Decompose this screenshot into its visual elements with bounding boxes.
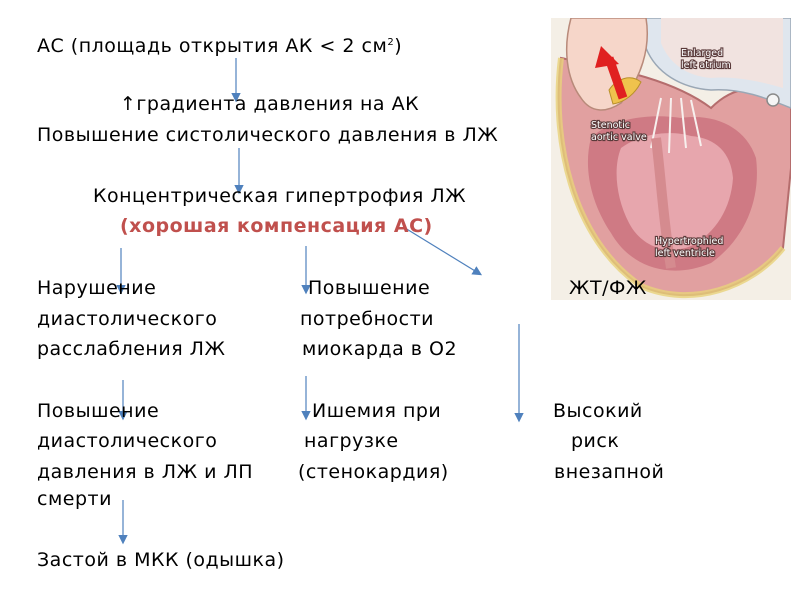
label-valve-1: Stenotic xyxy=(591,120,631,131)
label-valve-2: aortic valve xyxy=(591,132,647,143)
stenosis-definition-end: ) xyxy=(394,35,403,57)
right-col-line-1: ЖТ/ФЖ xyxy=(569,277,647,299)
left-col-line-1: Нарушение xyxy=(37,277,157,299)
stenosis-definition-text: АС (площадь открытия АК < 2 см xyxy=(37,35,388,57)
stenosis-superscript: 2 xyxy=(387,37,395,48)
left-col-line-4: Повышение xyxy=(37,400,160,422)
mid-col-line-5: нагрузке xyxy=(304,430,399,452)
label-ventricle-1: Hypertrophied xyxy=(655,236,724,247)
mid-col-line-1: Повышение xyxy=(308,277,431,299)
systolic-pressure: Повышение систолического давления в ЛЖ xyxy=(37,124,499,146)
concentric-hypertrophy: Концентрическая гипертрофия ЛЖ xyxy=(93,185,467,207)
right-col-line-2: Высокий xyxy=(553,400,643,422)
left-col-line-5: диастолического xyxy=(37,430,218,452)
mid-col-line-3: миокарда в О2 xyxy=(302,338,458,360)
stenosis-definition xyxy=(37,32,402,57)
left-col-line-3: расслабления ЛЖ xyxy=(37,338,226,360)
label-atrium-2: left atrium xyxy=(681,60,731,71)
good-compensation: (хорошая компенсация АС) xyxy=(120,215,433,237)
left-col-line-2: диастолического xyxy=(37,308,218,330)
label-ventricle-2: left ventricle xyxy=(655,248,715,259)
left-col-line-6: давления в ЛЖ и ЛП xyxy=(37,461,254,483)
mid-col-line-2: потребности xyxy=(300,308,434,330)
heart-illustration xyxy=(551,18,791,300)
mid-col-line-6: (стенокардия) xyxy=(298,461,449,483)
left-col-line-7: смерти xyxy=(37,488,112,510)
mid-col-line-4: Ишемия при xyxy=(312,400,442,422)
right-col-line-3: риск xyxy=(571,430,620,452)
label-atrium-1: Enlarged xyxy=(681,48,724,59)
left-col-line-8: Застой в МКК (одышка) xyxy=(37,549,285,571)
gradient-increase: ↑градиента давления на АК xyxy=(120,93,420,115)
right-col-line-4: внезапной xyxy=(554,461,665,483)
